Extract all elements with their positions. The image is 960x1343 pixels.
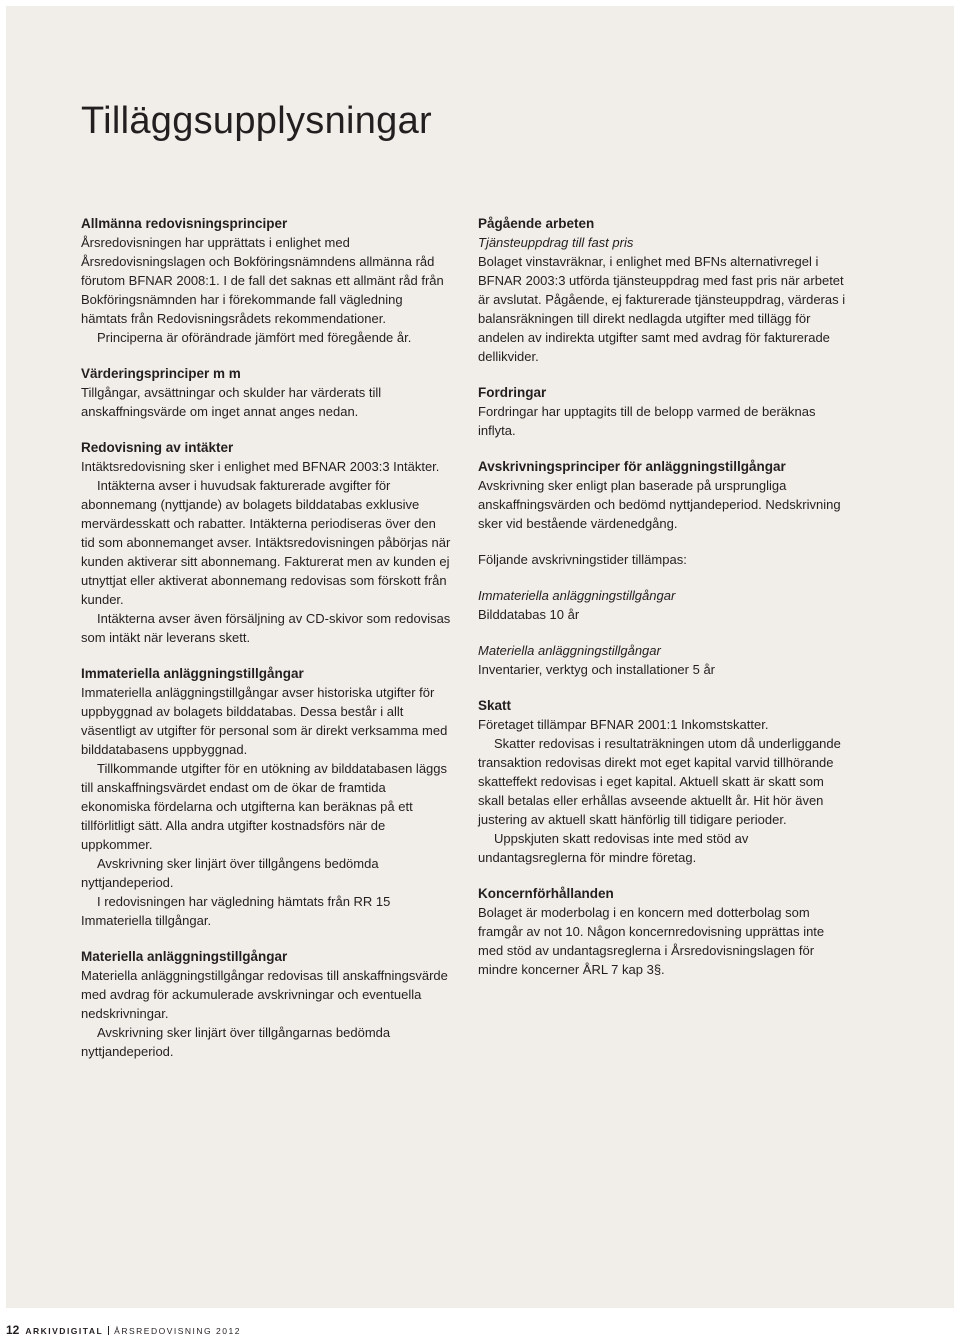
section-heading: Allmänna redovisningsprinciper	[81, 216, 288, 231]
section-paragraph: Bolaget är moderbolag i en koncern med dotterbolag som framgår av not 10. Någon koncernredovisning upprättas inte med stöd av undantagsreglerna i Årsredovisningslagen för mindre koncerner ÅRL 7 kap 3§.	[478, 905, 825, 977]
section-paragraph: I redovisningen har vägledning hämtats från RR 15 Immateriella tillgångar.	[81, 894, 391, 928]
section	[478, 884, 848, 979]
section-paragraph: Materiella anläggningstillgångar	[478, 643, 661, 658]
section-paragraph: Tillkommande utgifter för en utökning av bilddatabasen läggs till anskaffningsvärdet endast om de ökar de framtida ekonomiska fördelarna och utgifterna kan beräknas på ett tillförlitligt sätt. Alla andra utgifter kostnadsförs när de uppkommer.	[81, 761, 448, 852]
section-heading: Värderingsprinciper m m	[81, 366, 241, 381]
section-heading: Redovisning av intäkter	[81, 440, 234, 455]
section-paragraph: Bolaget vinstavräknar, i enlighet med BFNs alternativregel i BFNAR 2003:3 utförda tjänsteuppdrag med fast pris när arbetet är avslutat. Pågående, ej fakturerade tjänsteuppdrag, värderas i balansräkningen till direkt nedlagda utgifter med tillägg för andelen av indirekta utgifter samt med avdrag för fakturerade dellikvider.	[478, 254, 846, 364]
section-paragraph: Bilddatabas 10 år	[478, 607, 580, 622]
section-heading: Skatt	[478, 698, 512, 713]
section-paragraph: Uppskjuten skatt redovisas inte med stöd av undantagsreglerna för mindre företag.	[478, 831, 749, 865]
section	[478, 383, 848, 440]
section-heading: Avskrivningsprinciper för anläggningstillgångar	[478, 459, 786, 474]
section-paragraph: Principerna är oförändrade jämfört med föregående år.	[97, 330, 412, 345]
section-paragraph: Inventarier, verktyg och installationer 5 år	[478, 662, 716, 677]
section-paragraph: Avskrivning sker enligt plan baserade på ursprungliga anskaffningsvärden och bedömd nyttjandeperiod. Nedskrivning sker vid bestående värdenedgång.	[478, 478, 841, 531]
section-paragraph: Årsredovisningen har upprättats i enlighet med Årsredovisningslagen och Bokföringsnämndens allmänna råd förutom BFNAR 2008:1. I de fall det saknas ett allmänt råd från Bokföringsnämnden har i förekommande fall vägledning hämtats från Redovisningsrådets rekommendationer.	[81, 235, 444, 326]
section	[478, 214, 848, 366]
section-heading: Immateriella anläggningstillgångar	[81, 666, 304, 681]
section-paragraph: Följande avskrivningstider tillämpas:	[478, 552, 687, 567]
section-heading: Koncernförhållanden	[478, 886, 614, 901]
brand-name: ARKIVDIGITAL	[25, 1326, 104, 1336]
section-paragraph: Avskrivning sker linjärt över tillgångens bedömda nyttjandeperiod.	[81, 856, 379, 890]
section-paragraph: Tillgångar, avsättningar och skulder har värderats till anskaffningsvärde om inget annat anges nedan.	[81, 385, 382, 419]
right-column	[478, 214, 848, 996]
section	[81, 438, 451, 647]
section-heading: Materiella anläggningstillgångar	[81, 949, 288, 964]
section-paragraph: Skatter redovisas i resultaträkningen utom då underliggande transaktion redovisas direkt mot eget kapital varvid tillhörande skatteffekt redovisas i eget kapital. Aktuell skatt är skatt som skall betalas eller erhållas avseende aktuellt år. Hit hör även justering av aktuell skatt hänförlig till tidigare perioder.	[478, 736, 841, 827]
page-title: Tilläggsupplysningar	[81, 100, 433, 142]
section	[81, 364, 451, 421]
section-paragraph: Avskrivning sker linjärt över tillgångarnas bedömda nyttjandeperiod.	[81, 1025, 391, 1059]
page-number: 12	[6, 1323, 20, 1337]
page-sheet	[6, 6, 954, 1308]
section-paragraph: Immateriella anläggningstillgångar avser historiska utgifter för uppbyggnad av bolagets bilddatabas. Dessa består i allt väsentligt av utgifter för personal som är direkt verksamma med bilddatabasens uppbyggnad.	[81, 685, 448, 757]
report-title: ÅRSREDOVISNING 2012	[114, 1326, 241, 1336]
section-paragraph: Tjänsteuppdrag till fast pris	[478, 235, 634, 250]
section-paragraph: Immateriella anläggningstillgångar	[478, 588, 676, 603]
section-heading: Pågående arbeten	[478, 216, 595, 231]
section	[478, 696, 848, 867]
section-paragraph: Intäkterna avser i huvudsak fakturerade avgifter för abonnemang (nyttjande) av bolagets bilddatabas exklusive mervärdesskatt och rabatter. Intäkterna periodiseras över den tid som abonnemanget avser. Intäktsredovisningen påbörjas när kunden aktiverar sitt abonnemang. Fakturerat men av kunden ej utnyttjat eller aktiverat abonnemang redovisas som förskott från kunder.	[81, 478, 451, 607]
section-paragraph: Intäktsredovisning sker i enlighet med BFNAR 2003:3 Intäkter.	[81, 459, 440, 474]
section-paragraph: Intäkterna avser även försäljning av CD-skivor som redovisas som intäkt när leverans skett.	[81, 611, 451, 645]
page-footer	[6, 1323, 241, 1337]
section	[81, 214, 451, 347]
section	[478, 457, 848, 679]
section	[81, 664, 451, 930]
footer-divider	[108, 1326, 109, 1335]
section-paragraph: Fordringar har upptagits till de belopp varmed de beräknas inflyta.	[478, 404, 816, 438]
section	[81, 947, 451, 1061]
section-paragraph: Företaget tillämpar BFNAR 2001:1 Inkomstskatter.	[478, 717, 769, 732]
section-heading: Fordringar	[478, 385, 547, 400]
left-column	[81, 214, 451, 1078]
section-paragraph: Materiella anläggningstillgångar redovisas till anskaffningsvärde med avdrag för ackumulerade avskrivningar och eventuella nedskrivningar.	[81, 968, 448, 1021]
